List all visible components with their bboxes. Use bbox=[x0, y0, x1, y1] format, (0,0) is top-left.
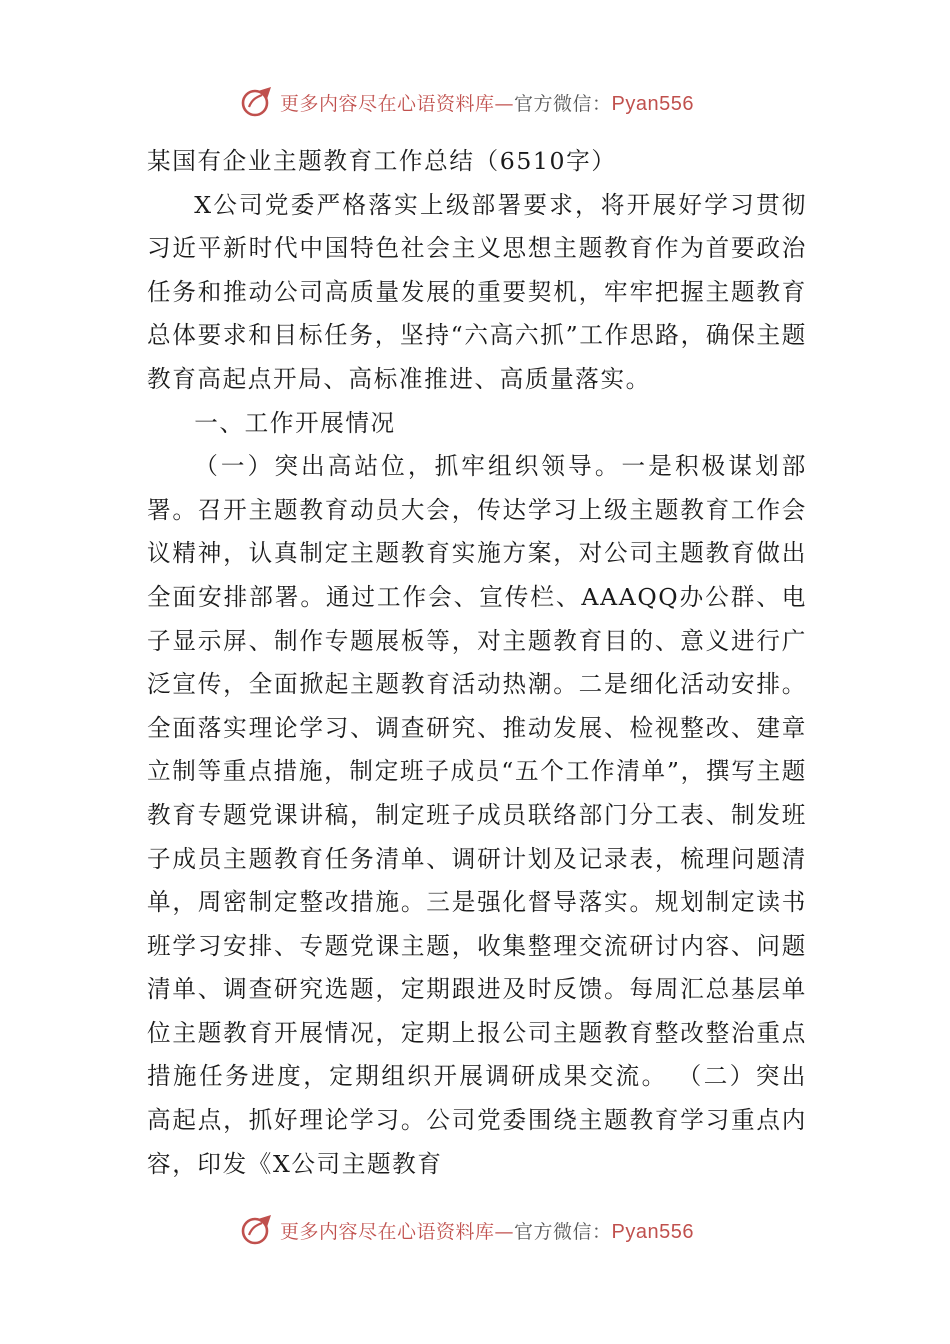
section-heading: 一、工作开展情况 bbox=[194, 408, 396, 437]
banner-official-label: 官方微信： bbox=[514, 92, 612, 115]
banner-promo-text: 更多内容尽在心语资料库 bbox=[280, 1220, 495, 1243]
footer-watermark-banner bbox=[0, 1210, 950, 1250]
banner-inner bbox=[240, 85, 694, 119]
banner-promo-text: 更多内容尽在心语资料库 bbox=[280, 92, 495, 115]
banner-text bbox=[280, 1217, 694, 1244]
header-watermark-banner bbox=[0, 82, 950, 122]
section-body-paragraph: （一）突出高站位，抓牢组织领导。一是积极谋划部署。召开主题教育动员大会，传达学习上级主题教育工作会议精神，认真制定主题教育实施方案，对公司主题教育做出全面安排部署。通过工作会、宣传栏、AAAQQ办公群、电子显示屏、制作专题展板等，对主题教育目的、意义进行广泛宣传，全面掀起主题教育活动热潮。二是细化活动安排。全面落实理论学习、调查研究、推动发展、检视整改、建章立制等重点措施，制定班子成员“五个工作清单”，撰写主题教育专题党课讲稿，制定班子成员联络部门分工表、制发班子成员主题教育任务清单、调研计划及记录表，梳理问题清单，周密制定整改措施。三是强化督导落实。规划制定读书班学习安排、专题党课主题，收集整理交流研讨内容、问题清单、调查研究选题，定期跟进及时反馈。每周汇总基层单位主题教育开展情况，定期上报公司主题教育整改整治重点措施任务进度，定期组织开展调研成果交流。 （二）突出高起点，抓好理论学习。公司党委围绕主题教育学习重点内容，印发《X公司主题教育 bbox=[147, 452, 807, 1178]
banner-inner bbox=[240, 1213, 694, 1247]
document-body bbox=[147, 140, 807, 1186]
banner-dash: — bbox=[494, 1220, 515, 1243]
pen-circle-logo-icon bbox=[240, 85, 274, 119]
banner-dash: — bbox=[494, 92, 515, 115]
banner-account-id: Pyan556 bbox=[611, 1220, 694, 1243]
pen-circle-logo-icon bbox=[240, 1213, 274, 1247]
intro-paragraph: X公司党委严格落实上级部署要求，将开展好学习贯彻习近平新时代中国特色社会主义思想主题教育作为首要政治任务和推动公司高质量发展的重要契机，牢牢把握主题教育总体要求和目标任务，坚持“六高六抓”工作思路，确保主题教育高起点开局、高标准推进、高质量落实。 bbox=[147, 190, 807, 393]
document-title: 某国有企业主题教育工作总结（6510字） bbox=[147, 147, 617, 175]
banner-account-id: Pyan556 bbox=[611, 92, 694, 115]
banner-official-label: 官方微信： bbox=[514, 1220, 612, 1243]
banner-text bbox=[280, 89, 694, 116]
